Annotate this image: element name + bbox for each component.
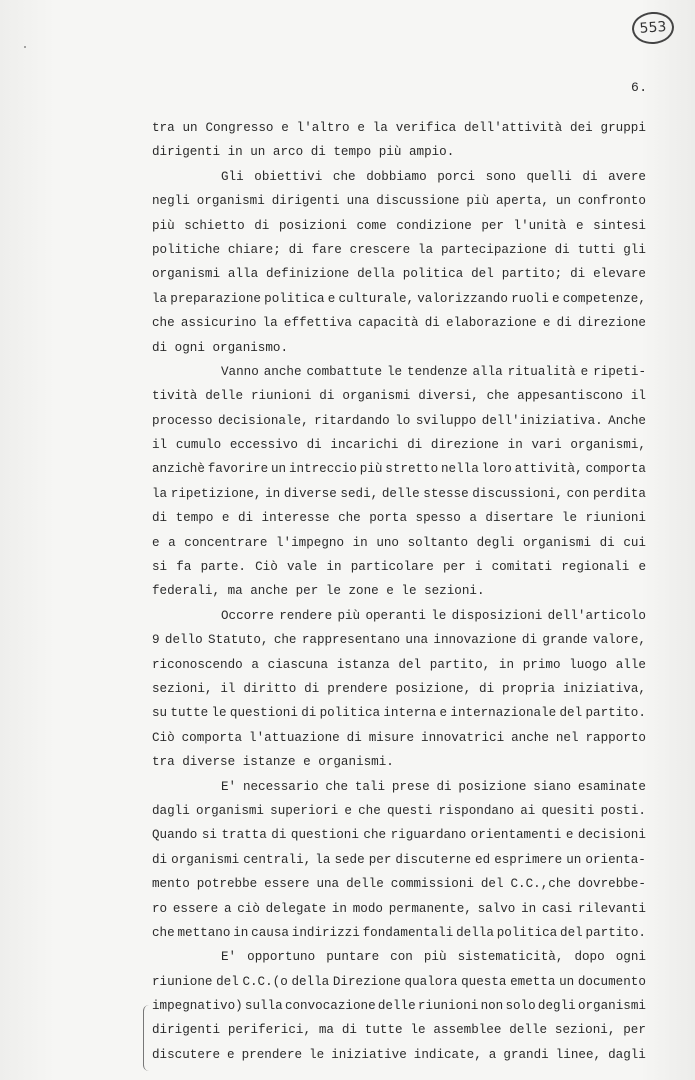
text-line: che assicurino la effettiva capacità di elaborazione e di direzione — [152, 316, 646, 331]
text-line: Vanno anche combattute le tendenze alla ritualità e ripeti- — [221, 364, 646, 379]
text-line: il cumulo eccessivo di incarichi di direzione in vari organismi, — [152, 438, 646, 453]
text-line: di tempo e di interesse che porta spesso a disertare le riunioni — [152, 511, 646, 526]
text-line: e a concentrare l'impegno in uno soltanto degli organismi di cui — [152, 535, 646, 550]
text-line: dirigenti in un arco di tempo più ampio. — [152, 145, 455, 160]
text-line: sezioni, il diritto di prendere posizione, di propria iniziativa, — [152, 681, 646, 696]
text-line: negli organismi dirigenti una discussione più aperta, un confronto — [152, 194, 646, 209]
page-number: 6. — [631, 80, 648, 95]
text-line: anzichè favorire un intreccio più stretto nella loro attività, comporta — [152, 462, 646, 477]
text-line: su tutte le questioni di politica interna e internazionale del partito. — [152, 706, 646, 721]
text-line: tra diverse istanze e organismi. — [152, 755, 394, 770]
text-line: di organismi centrali, la sede per discuterne ed esprimere un orienta- — [152, 852, 646, 867]
text-line: riunione del C.C.(o della Direzione qualora questa emetta un documento — [152, 974, 646, 989]
text-line: che mettano in causa indirizzi fondamentali della politica del partito. — [152, 925, 646, 940]
text-line: la preparazione politica e culturale, valorizzando ruoli e competenze, — [152, 291, 646, 306]
text-line: tività delle riunioni di organismi diversi, che appesantiscono il — [152, 389, 646, 404]
text-line: processo decisionale, ritardando lo sviluppo dell'iniziativa. Anche — [152, 413, 646, 428]
margin-pencil-mark — [143, 1005, 149, 1071]
text-line: 9 dello Statuto, che rappresentano una innovazione di grande valore, — [152, 633, 646, 648]
text-line: E' necessario che tali prese di posizione siano esaminate — [221, 779, 646, 794]
text-line: Occorre rendere più operanti le disposizioni dell'articolo — [221, 608, 646, 623]
text-line: Quando si tratta di questioni che riguardano orientamenti e decisioni — [152, 828, 646, 843]
text-line: politiche chiare; di fare crescere la partecipazione di tutti gli — [152, 242, 646, 257]
text-line: di ogni organismo. — [152, 340, 289, 355]
text-line: si fa parte. Ciò vale in particolare per i comitati regionali e — [152, 560, 646, 575]
text-line: riconoscendo a ciascuna istanza del partito, in primo luogo alle — [152, 657, 646, 672]
text-line: Gli obiettivi che dobbiamo porci sono quelli di avere — [221, 169, 646, 184]
text-line: E' opportuno puntare con più sistematicità, dopo ogni — [221, 950, 646, 965]
text-line: federali, ma anche per le zone e le sezioni. — [152, 584, 485, 599]
body-text — [152, 116, 646, 1067]
page-stamp — [631, 11, 675, 46]
text-line: più schietto di posizioni come condizione per l'unità e sintesi — [152, 218, 646, 233]
text-line: dagli organismi superiori e che questi rispondano ai quesiti posti. — [152, 803, 646, 818]
text-line: ro essere a ciò delegate in modo permanente, salvo in casi rilevanti — [152, 901, 646, 916]
text-line: tra un Congresso e l'altro e la verifica dell'attività dei gruppi — [152, 121, 646, 135]
text-line: dirigenti periferici, ma di tutte le assemblee delle sezioni, per — [152, 1023, 646, 1038]
text-line: organismi alla definizione della politica del partito; di elevare — [152, 267, 646, 282]
stamp-number: 553 — [639, 19, 667, 37]
text-line: discutere e prendere le iniziative indicate, a grandi linee, dagli — [152, 1047, 646, 1062]
text-line: mento potrebbe essere una delle commissioni del C.C.,che dovrebbe- — [152, 877, 646, 892]
text-line: Ciò comporta l'attuazione di misure innovatrici anche nel rapporto — [152, 730, 646, 745]
scan-speck — [24, 46, 26, 48]
text-line: la ripetizione, in diverse sedi, delle stesse discussioni, con perdita — [152, 486, 646, 501]
text-line: impegnativo) sulla convocazione delle riunioni non solo degli organismi — [152, 999, 646, 1014]
